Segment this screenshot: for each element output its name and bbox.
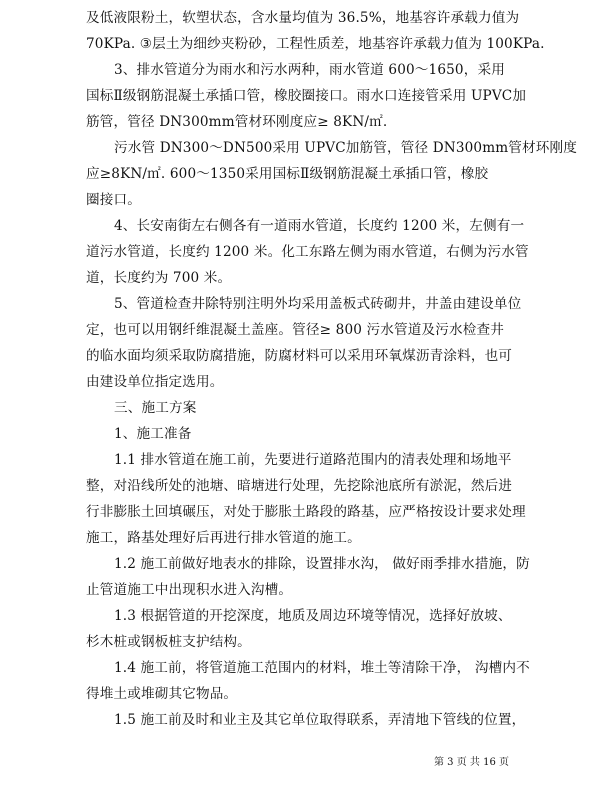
paragraph-line: 5、管道检查井除特别注明外均采用盖板式砖砌井，井盖由建设单位 <box>114 296 522 312</box>
paragraph-line: 圈接口。 <box>86 192 141 208</box>
paragraph-line: 国标Ⅱ级钢筋混凝土承插口管，橡胶圈接口。雨水口连接管采用 UPVC加 <box>86 88 527 104</box>
paragraph-line: 筋管，管径 DN300mm管材环刚度应≥ 8KN/㎡. <box>86 114 388 130</box>
paragraph-line: 道污水管道，长度约 1200 米。化工东路左侧为雨水管道，右侧为污水管 <box>86 244 529 260</box>
paragraph-line: 及低液限粉土，软塑状态，含水量均值为 36.5%，地基容许承载力值为 <box>86 10 520 26</box>
paragraph-line: 4、长安南街左右侧各有一道雨水管道，长度约 1200 米，左侧有一 <box>114 218 525 234</box>
paragraph-line: 1.5 施工前及时和业主及其它单位取得联系，弄清地下管线的位置， <box>114 712 526 728</box>
paragraph-line: 止管道施工中出现积水进入沟槽。 <box>86 582 293 598</box>
paragraph-line: 得堆土或堆砌其它物品。 <box>86 686 238 702</box>
paragraph-line: 行非膨胀土回填碾压，对处于膨胀土路段的路基，应严格按设计要求处理 <box>86 504 526 520</box>
paragraph-line: 1.3 根据管道的开挖深度，地质及周边环境等情况，选择好放坡、 <box>114 608 512 624</box>
subsection-heading: 1、施工准备 <box>114 426 192 442</box>
paragraph-line: 道，长度约为 700 米。 <box>86 270 232 286</box>
page-number: 第 3 页 共 16 页 <box>434 757 509 768</box>
paragraph-line: 3、排水管道分为雨水和污水两种，雨水管道 600～1650，采用 <box>114 62 505 78</box>
paragraph-line: 70KPa. ③层土为细纱夹粉砂，工程性质差，地基容许承载力值为 100KPa. <box>86 36 545 52</box>
paragraph-line: 1.4 施工前，将管道施工范围内的材料，堆土等清除干净， 沟槽内不 <box>114 660 530 676</box>
paragraph-line: 1.1 排水管道在施工前，先要进行道路范围内的清表处理和场地平 <box>114 452 512 468</box>
section-heading: 三、施工方案 <box>114 400 197 416</box>
paragraph-line: 污水管 DN300～DN500采用 UPVC加筋管，管径 DN300mm管材环刚度 <box>114 140 578 156</box>
paragraph-line: 的临水面均须采取防腐措施，防腐材料可以采用环氧煤沥青涂料，也可 <box>86 348 513 364</box>
paragraph-line: 1.2 施工前做好地表水的排除，设置排水沟， 做好雨季排水措施，防 <box>114 556 530 572</box>
paragraph-line: 施工，路基处理好后再进行排水管道的施工。 <box>86 530 361 546</box>
paragraph-line: 定，也可以用钢纤维混凝土盖座。管径≥ 800 污水管道及污水检查井 <box>86 322 504 338</box>
paragraph-line: 应≥8KN/㎡. 600～1350采用国标Ⅱ级钢筋混凝土承插口管，橡胶 <box>86 166 489 182</box>
paragraph-line: 杉木桩或钢板桩支护结构。 <box>86 634 251 650</box>
paragraph-line: 整，对沿线所处的池塘、暗塘进行处理，先挖除池底所有淤泥，然后进 <box>86 478 513 494</box>
paragraph-line: 由建设单位指定选用。 <box>86 374 224 390</box>
